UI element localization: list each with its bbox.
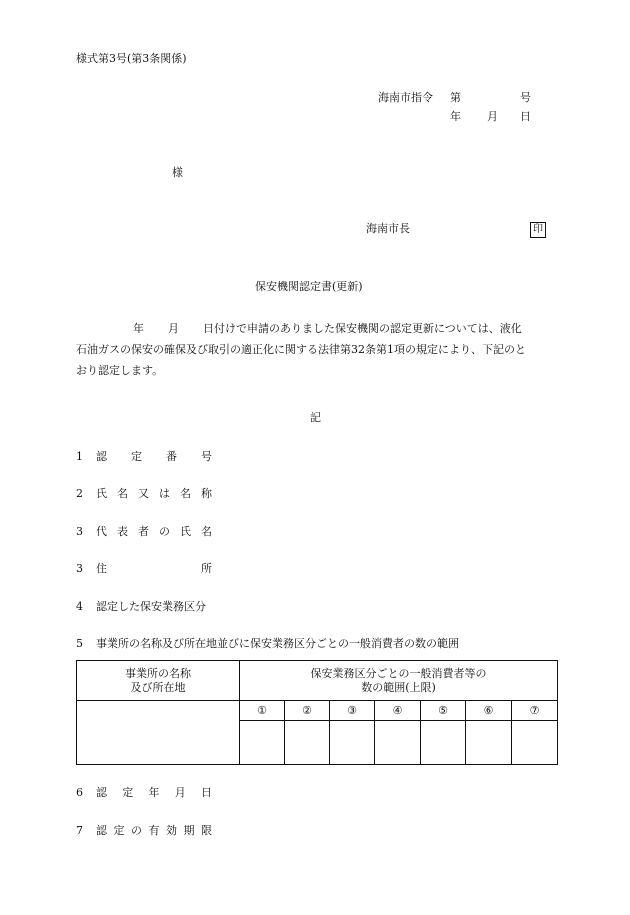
scope-header-line-1: 保安業務区分ごとの一般消費者等の [310, 666, 487, 680]
category-4-header: ④ [375, 701, 421, 721]
office-header-line-2: 及び所在地 [130, 680, 186, 694]
number-prefix: 第 [450, 91, 461, 104]
category-3-value [330, 721, 375, 765]
body-year: 年 [133, 322, 144, 335]
scope-header [240, 661, 558, 701]
table-subheader-row [77, 701, 558, 721]
category-1-header: ① [240, 701, 285, 721]
item-8-label: 認 定 の 有 効 期 限 [96, 824, 212, 837]
office-header-line-1: 事業所の名称 [125, 666, 191, 680]
ki-heading: 記 [310, 411, 321, 424]
number-suffix: 号 [520, 91, 531, 104]
category-5-header: ⑤ [421, 701, 466, 721]
addressee-suffix: 様 [172, 166, 183, 179]
category-2-header: ② [285, 701, 330, 721]
body-line-3: おり認定します。 [76, 364, 164, 377]
seal-stamp: 印 [530, 222, 546, 238]
item-3-label: 代 表 者 の 氏 名 [96, 525, 212, 538]
office-value-cell [77, 701, 240, 765]
body-line-2: 石油ガスの保安の確保及び取引の適正化に関する法律第32条第1項の規定により、下記のと [76, 343, 526, 356]
item-6-num: 5 [76, 637, 83, 650]
item-6-label: 事業所の名称及び所在地並びに保安業務区分ごとの一般消費者の数の範囲 [96, 637, 459, 650]
item-7-label: 認 定 年 月 日 [96, 786, 212, 799]
item-2-num: 2 [76, 487, 83, 500]
scope-header-line-2: 数の範囲(上限) [361, 680, 436, 694]
date-day: 日 [520, 110, 531, 123]
category-1-value [240, 721, 285, 765]
item-2-label: 氏 名 又 は 名 称 [96, 487, 212, 500]
item-3-num: 3 [76, 525, 83, 538]
signatory: 海南市長 [366, 222, 410, 235]
item-5-num: 4 [76, 600, 83, 613]
consumer-scope-table [76, 660, 558, 765]
category-4-value [375, 721, 421, 765]
category-2-value [285, 721, 330, 765]
category-6-header: ⑥ [466, 701, 512, 721]
item-4-num: 3 [76, 562, 83, 575]
document-title: 保安機関認定書(更新) [255, 280, 363, 293]
item-1-label: 認 定 番 号 [96, 450, 212, 463]
issuer-office: 海南市指令 [378, 91, 433, 104]
category-5-value [421, 721, 466, 765]
category-3-header: ③ [330, 701, 375, 721]
item-1-num: 1 [76, 450, 83, 463]
category-7-header: ⑦ [512, 701, 558, 721]
date-year: 年 [450, 110, 461, 123]
body-paragraph [76, 318, 556, 381]
category-7-value [512, 721, 558, 765]
category-6-value [466, 721, 512, 765]
form-id: 様式第3号(第3条関係) [76, 52, 187, 65]
body-month: 月 [168, 322, 179, 335]
item-4-label: 住 所 [96, 562, 212, 575]
item-7-num: 6 [76, 786, 83, 799]
body-line-1 [76, 318, 556, 339]
table-header-row [77, 661, 558, 701]
office-header [77, 661, 240, 701]
body-line-1-text: 日付けで申請のありました保安機関の認定更新については、液化 [203, 322, 522, 335]
date-month: 月 [487, 110, 498, 123]
item-5-label: 認定した保安業務区分 [96, 600, 206, 613]
item-8-num: 7 [76, 824, 83, 837]
